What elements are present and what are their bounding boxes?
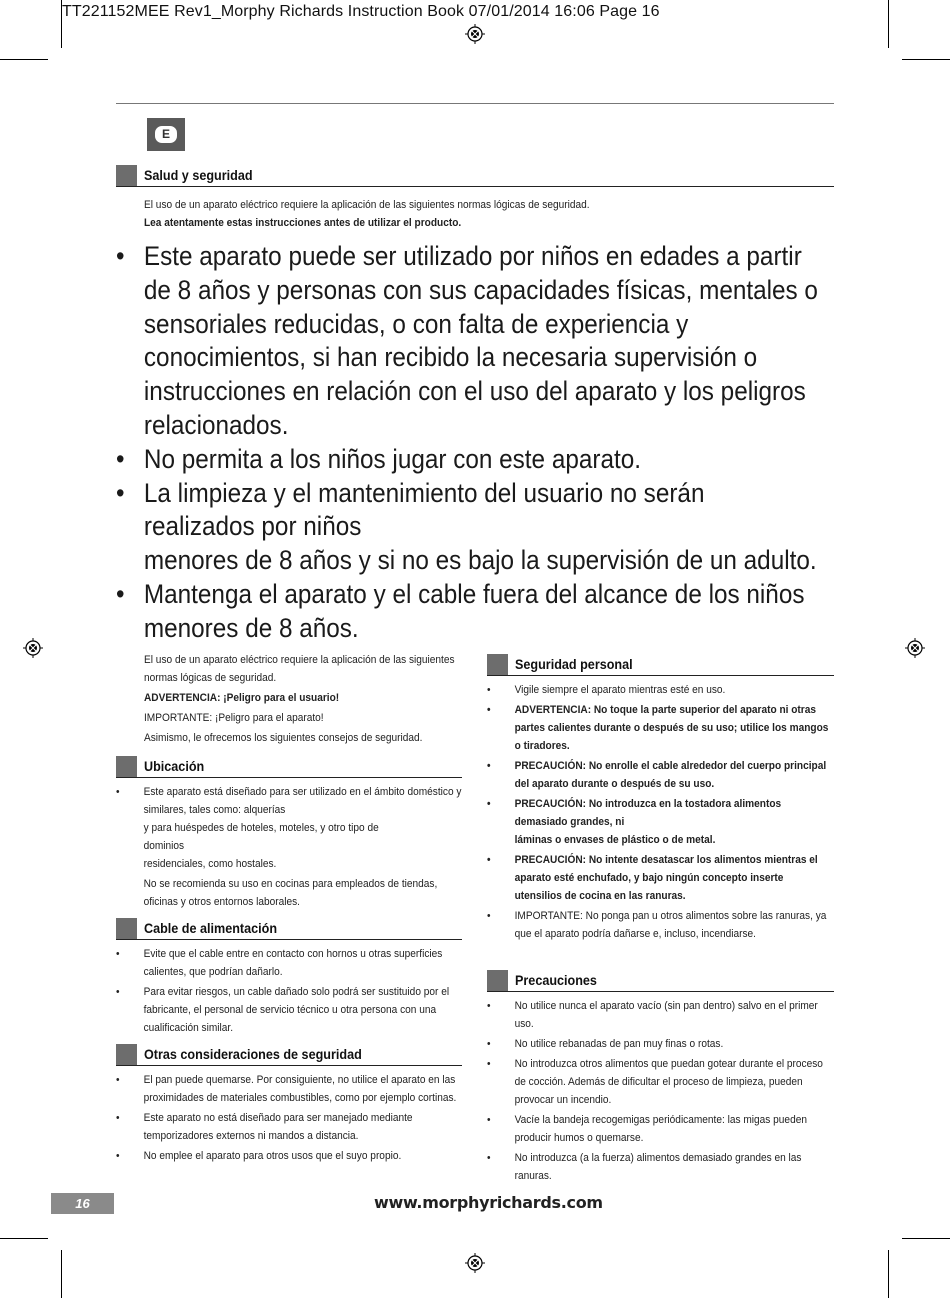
precauciones-list	[487, 997, 832, 1187]
heading-square	[116, 918, 137, 939]
bullet-icon: •	[116, 1150, 120, 1162]
bullet-icon: •	[487, 1038, 491, 1050]
heading-square	[116, 165, 137, 186]
section-heading-seguridad-personal	[487, 654, 834, 676]
list-item	[487, 1035, 832, 1053]
list-item-text: Vigile siempre el aparato mientras esté en uso.	[514, 684, 726, 696]
bullet-icon: •	[116, 986, 120, 998]
large-bullet-item	[116, 240, 818, 443]
large-bullet-text: La limpieza y el mantenimiento del usuario no serán realizados por niños	[143, 477, 705, 542]
large-bullet-text: No permita a los niños jugar con este aparato.	[143, 443, 641, 474]
list-item-text: residenciales, como hostales.	[143, 858, 277, 870]
otras-list	[116, 1071, 464, 1167]
bullet-icon: •	[116, 1112, 120, 1124]
section-heading-cable	[116, 918, 462, 940]
list-item	[487, 1055, 832, 1109]
heading-square	[116, 756, 137, 777]
large-bullet-item	[116, 578, 818, 646]
large-bullet-text: Mantenga el aparato y el cable fuera del alcance de los niños menores de 8 años.	[143, 578, 805, 643]
bullet-icon: •	[487, 798, 491, 810]
list-item-text: No utilice rebanadas de pan muy finas o rotas.	[514, 1038, 724, 1050]
list-item	[116, 945, 464, 981]
bullet-icon: •	[116, 443, 125, 474]
list-item	[487, 1111, 832, 1147]
list-item	[487, 757, 832, 793]
crop-mark	[0, 1238, 48, 1239]
page-top-rule	[116, 103, 834, 104]
bullet-icon: •	[487, 760, 491, 772]
list-item-text: PRECAUCIÓN: No intente desatascar los alimentos mientras el	[514, 854, 818, 866]
bullet-icon: •	[116, 948, 120, 960]
heading-label: Salud y seguridad	[144, 167, 253, 183]
crop-mark	[61, 0, 62, 48]
salud-intro	[144, 196, 843, 232]
list-item	[487, 681, 832, 699]
list-item	[116, 783, 464, 873]
list-item-text: láminas o envases de plástico o de metal.	[514, 834, 716, 846]
bullet-icon: •	[116, 578, 125, 609]
bullet-icon: •	[116, 1074, 120, 1086]
large-bullet-text-continued: menores de 8 años y si no es bajo la supervisión de un adulto.	[143, 545, 817, 576]
left-intro-p4: Asimismo, le ofrecemos los siguientes consejos de seguridad.	[144, 732, 423, 744]
large-bullet-item	[116, 443, 818, 477]
section-heading-precauciones	[487, 970, 834, 992]
bullet-icon: •	[487, 1000, 491, 1012]
heading-square	[487, 654, 508, 675]
list-item-text: dominios	[143, 840, 185, 852]
seguridad-personal-list	[487, 681, 832, 945]
list-item-text: Este aparato no está diseñado para ser manejado mediante temporizadores externos ni mandos a distancia.	[143, 1112, 413, 1142]
ubicacion-list	[116, 783, 464, 913]
bullet-icon: •	[487, 1114, 491, 1126]
bullet-icon: •	[487, 1152, 491, 1164]
salud-intro-bold: Lea atentamente estas instrucciones antes de utilizar el producto.	[144, 217, 462, 229]
bullet-icon: •	[487, 1058, 491, 1070]
list-item-text: No introduzca otros alimentos que puedan gotear durante el proceso de cocción. Además de dificultar el proceso de limpieza, pueden provocar un incendio.	[514, 1058, 823, 1106]
list-item-text: El pan puede quemarse. Por consiguiente, no utilice el aparato en las proximidades de materiales combustibles, como por ejemplo cortinas.	[143, 1074, 457, 1104]
bullet-icon: •	[487, 910, 491, 922]
list-item-text: No utilice nunca el aparato vacío (sin pan dentro) salvo en el primer uso.	[514, 1000, 818, 1030]
list-item	[116, 1109, 464, 1145]
large-bullet-list	[116, 240, 818, 646]
left-intro-important: IMPORTANTE: ¡Peligro para el aparato!	[144, 712, 324, 724]
heading-label: Cable de alimentación	[144, 920, 278, 936]
list-item-text: No introduzca (a la fuerza) alimentos demasiado grandes en las ranuras.	[514, 1152, 802, 1182]
list-item-text: Este aparato está diseñado para ser utilizado en el ámbito doméstico y similares, tales como: alquerías	[143, 786, 462, 816]
cable-list	[116, 945, 464, 1039]
registration-mark-icon	[23, 638, 43, 658]
section-heading-salud	[116, 165, 834, 187]
website-url: www.morphyrichards.com	[374, 1193, 603, 1212]
list-item	[116, 1147, 464, 1165]
list-item-text: Evite que el cable entre en contacto con hornos u otras superficies calientes, que podrían dañarlo.	[143, 948, 443, 978]
list-item	[487, 701, 832, 755]
list-paragraph: No se recomienda su uso en cocinas para empleados de tiendas, oficinas y otros entornos laborales.	[143, 878, 438, 908]
print-header: TT221152MEE Rev1_Morphy Richards Instruction Book 07/01/2014 16:06 Page 16	[62, 3, 660, 20]
heading-label: Ubicación	[144, 758, 205, 774]
list-item-text: PRECAUCIÓN: No introduzca en la tostadora alimentos demasiado grandes, ni	[514, 798, 782, 828]
crop-mark	[902, 59, 950, 60]
list-item	[116, 983, 464, 1037]
crop-mark	[888, 1250, 889, 1298]
section-heading-otras	[116, 1044, 462, 1066]
list-item-text: aparato esté enchufado, y bajo ningún concepto inserte utensilios de cocina en las ranuras.	[514, 872, 784, 902]
list-item-text: Vacíe la bandeja recogemigas periódicamente: las migas pueden producir humos o quemarse.	[514, 1114, 807, 1144]
bullet-icon: •	[487, 684, 491, 696]
large-bullet-item	[116, 477, 818, 578]
heading-label: Otras consideraciones de seguridad	[144, 1046, 362, 1062]
language-tab	[147, 118, 185, 151]
list-item-text: PRECAUCIÓN: No enrolle el cable alrededor del cuerpo principal del aparato durante o después de su uso.	[514, 760, 827, 790]
page-number: 16	[51, 1193, 114, 1214]
list-item-text: No emplee el aparato para otros usos que el suyo propio.	[143, 1150, 402, 1162]
crop-mark	[0, 59, 48, 60]
list-item	[116, 1071, 464, 1107]
crop-mark	[902, 1238, 950, 1239]
heading-square	[116, 1044, 137, 1065]
registration-mark-icon	[905, 638, 925, 658]
bullet-icon: •	[487, 704, 491, 716]
list-item-text: y para huéspedes de hoteles, moteles, y otro tipo de	[143, 822, 379, 834]
left-intro-p1: El uso de un aparato eléctrico requiere la aplicación de las siguientes normas lógicas de seguridad.	[144, 654, 455, 684]
bullet-icon: •	[116, 241, 125, 271]
large-bullet-text: Este aparato puede ser utilizado por niños en edades a partir de 8 años y personas con sus capacidades físicas, mentales o sensoriales reducidas, o con falta de experiencia y conocimientos, si han recibido la necesaria supervisión o instrucciones en relación con el uso del aparato y los peligros relacionados.	[143, 241, 818, 440]
list-item	[487, 997, 832, 1033]
list-item	[487, 907, 832, 943]
heading-square	[487, 970, 508, 991]
list-item	[487, 795, 832, 849]
section-heading-ubicacion	[116, 756, 462, 778]
salud-intro-text: El uso de un aparato eléctrico requiere la aplicación de las siguientes normas lógicas de seguridad.	[144, 199, 590, 211]
bullet-icon: •	[116, 477, 125, 508]
list-item-text: IMPORTANTE: No ponga pan u otros alimentos sobre las ranuras, ya que el aparato podría dañarse e, incluso, incendiarse.	[514, 910, 827, 940]
crop-mark	[61, 1250, 62, 1298]
crop-mark	[888, 0, 889, 48]
registration-mark-icon	[465, 1253, 485, 1273]
left-intro	[144, 651, 464, 747]
list-item	[487, 1149, 832, 1185]
bullet-icon: •	[487, 854, 491, 866]
list-item	[487, 851, 832, 905]
bullet-icon: •	[116, 786, 120, 798]
list-item-text: ADVERTENCIA: No toque la parte superior del aparato ni otras partes calientes durante o después de su uso; utilice los mangos o tiradores.	[514, 704, 829, 752]
heading-label: Precauciones	[515, 972, 597, 988]
registration-mark-icon	[465, 24, 485, 44]
list-item-text: Para evitar riesgos, un cable dañado solo podrá ser sustituido por el fabricante, el personal de servicio técnico u otra persona con una cualificación similar.	[143, 986, 450, 1034]
left-intro-warning: ADVERTENCIA: ¡Peligro para el usuario!	[144, 692, 340, 704]
language-badge: E	[155, 126, 177, 143]
heading-label: Seguridad personal	[515, 656, 633, 672]
